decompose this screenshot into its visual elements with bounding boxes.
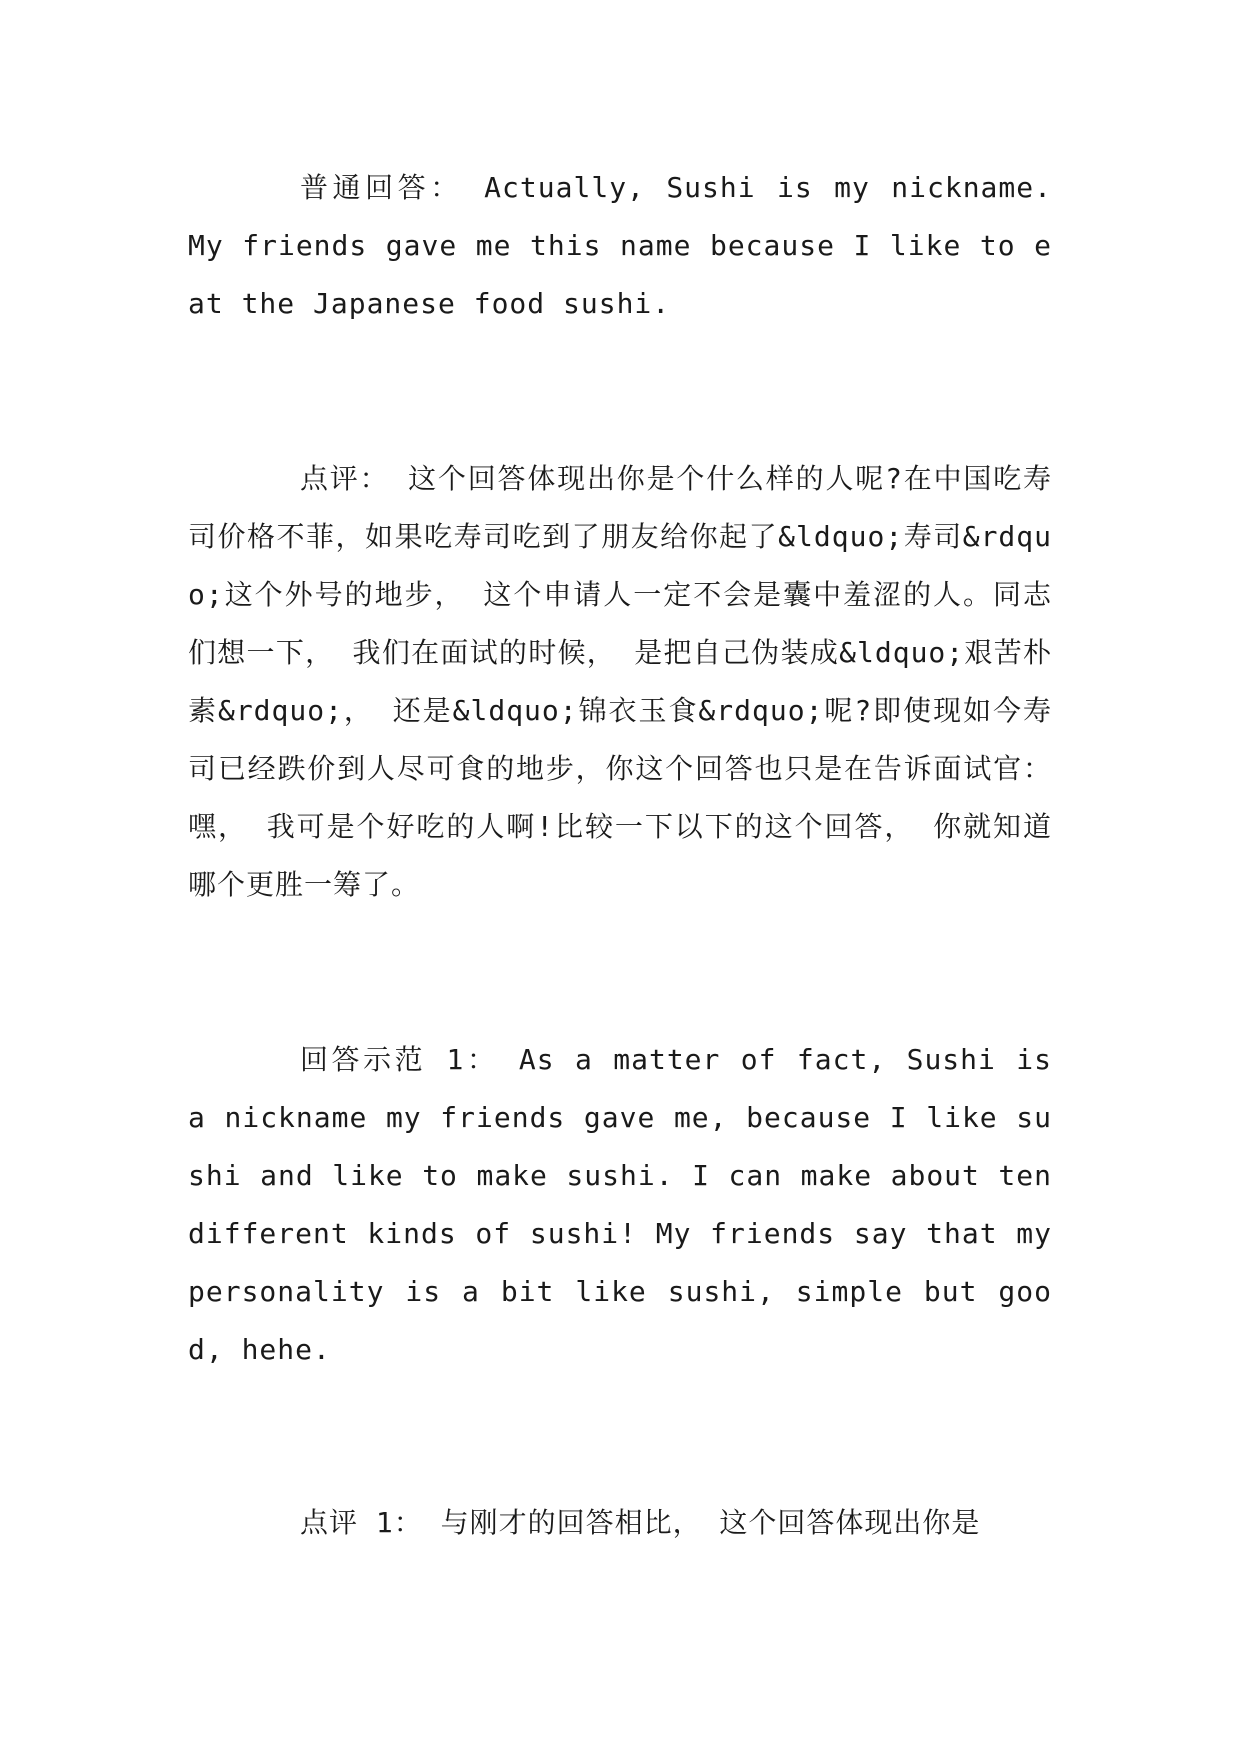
paragraph-comment: 点评： 这个回答体现出你是个什么样的人呢?在中国吃寿司价格不菲，如果吃寿司吃到了朋友给你起了&ldquo;寿司&rdquo;这个外号的地步， 这个申请人一定不会是囊中羞涩的人。同志们想一下， 我们在面试的时候， 是把自己伪装成&ldquo;艰苦朴素&rdquo;， 还是&ldquo;锦衣玉食&rdquo;呢?即使现如今寿司已经跌价到人尽可食的地步，你这个回答也只是在告诉面试官： 嘿， 我可是个好吃的人啊!比较一下以下的这个回答， 你就知道哪个更胜一筹了。 (188, 462, 1052, 901)
paragraph-comment-1: 点评 1： 与刚才的回答相比， 这个回答体现出你是 (300, 1506, 981, 1539)
paragraph-ordinary-answer: 普通回答： Actually, Sushi is my nickname. My friends gave me this name because I like to eat the Japanese food sushi. (188, 171, 1052, 320)
paragraph-sample-answer-1: 回答示范 1： As a matter of fact, Sushi is a nickname my friends gave me, because I like sushi and like to make sushi. I can make about ten different kinds of sushi! My friends say that my personality is a bit like sushi, simple but good, hehe. (188, 1043, 1052, 1366)
